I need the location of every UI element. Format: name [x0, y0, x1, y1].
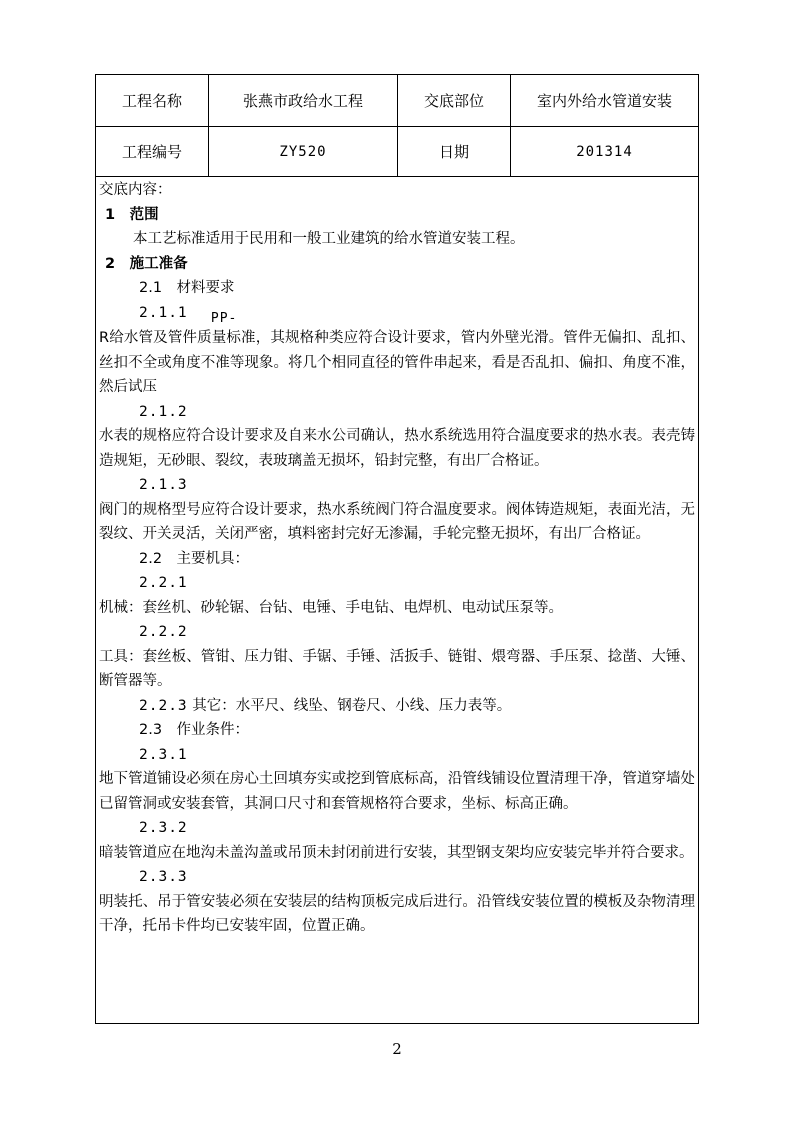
page-number: 2 — [392, 1040, 402, 1058]
section-2-3-2-text: 暗装管道应在地沟未盖沟盖或吊顶未封闭前进行安装，其型钢支架均应安装完毕并符合要求。 — [99, 844, 694, 861]
section-2-1-1-number: 2.1.1 — [139, 304, 188, 321]
section-2-1-2-text: 水表的规格应符合设计要求及自来水公司确认，热水系统选用符合温度要求的热水表。表壳铸造规矩，无砂眼、裂纹，表玻璃盖无损坏，铅封完整，有出厂合格证。 — [99, 428, 695, 469]
section-2-3-2-number: 2.3.2 — [139, 820, 188, 836]
section-2-3-3-text: 明装托、吊于管安装必须在安装层的结构顶板完成后进行。沿管线安装位置的模板及杂物清理干净，托吊卡件均已安装牢固，位置正确。 — [99, 893, 695, 934]
section-2-3-3-number: 2.3.3 — [139, 869, 188, 885]
header-row-2 — [96, 127, 698, 177]
section-2-3-1-number: 2.3.1 — [139, 746, 188, 763]
section-2-1-title: 2.1 材料要求 — [139, 280, 235, 296]
project-name-value: 张燕市政给水工程 — [209, 75, 398, 126]
project-number-label: 工程编号 — [96, 127, 209, 176]
section-2-2-2-text: 工具：套丝板、管钳、压力钳、手锯、手锤、活扳手、链钳、煨弯器、手压泵、捻凿、大锤、断管器等。 — [99, 648, 695, 689]
header-row-1 — [96, 75, 698, 127]
project-name-label: 工程名称 — [96, 75, 209, 126]
section-2-title: 2 施工准备 — [105, 255, 188, 272]
project-number-value: ZY520 — [209, 127, 398, 176]
section-1-text: 本工艺标准适用于民用和一般工业建筑的给水管道安装工程。 — [133, 231, 525, 247]
section-2-1-3-number: 2.1.3 — [139, 477, 188, 493]
content-intro: 交底内容： — [99, 182, 172, 198]
section-2-1-2-number: 2.1.2 — [139, 403, 188, 420]
section-2-2-1-text: 机械：套丝机、砂轮锯、台钻、电锤、手电钻、电焊机、电动试压泵等。 — [99, 599, 563, 616]
disclosure-part-label: 交底部位 — [398, 75, 511, 126]
section-2-2-3-number: 2.2.3 — [139, 697, 188, 714]
section-1-title: 1 范围 — [105, 206, 159, 223]
date-value: 201314 — [576, 143, 633, 160]
disclosure-sheet — [95, 74, 699, 1024]
section-2-1-3-text: 阀门的规格型号应符合设计要求，热水系统阀门符合温度要求。阀体铸造规矩，表面光洁，无裂纹、开关灵活，关闭严密，填料密封完好无渗漏，手轮完整无损坏，有出厂合格证。 — [99, 501, 695, 542]
section-2-1-1-prefix: PP- — [210, 310, 238, 326]
disclosure-part-value: 室内外给水管道安装 — [536, 92, 672, 110]
section-2-1-1-text: R给水管及管件质量标准，其规格种类应符合设计要求，管内外壁光滑。管件无偏扣、乱扣、丝扣不全或角度不准等现象。将几个相同直径的管件串起来，看是否乱扣、偏扣、角度不准，然后试压 — [99, 330, 695, 395]
section-2-2-3-text: 其它：水平尺、线坠、钢卷尺、小线、压力表等。 — [192, 697, 512, 714]
section-2-3-1-text: 地下管道铺设必须在房心土回填夯实或挖到管底标高，沿管线铺设位置清理干净，管道穿墙处已留管洞或安装套管，其洞口尺寸和套管规格符合要求，坐标、标高正确。 — [99, 771, 695, 812]
date-label: 日期 — [398, 127, 511, 176]
section-2-1-1-heading — [99, 301, 695, 327]
section-2-3-title: 2.3 作业条件： — [139, 722, 250, 738]
disclosure-content — [99, 178, 695, 939]
section-2-2-2-number: 2.2.2 — [139, 624, 188, 640]
section-2-2-title: 2.2 主要机具： — [139, 550, 250, 567]
section-2-2-1-number: 2.2.1 — [139, 575, 188, 591]
section-2-2-3 — [99, 694, 695, 719]
